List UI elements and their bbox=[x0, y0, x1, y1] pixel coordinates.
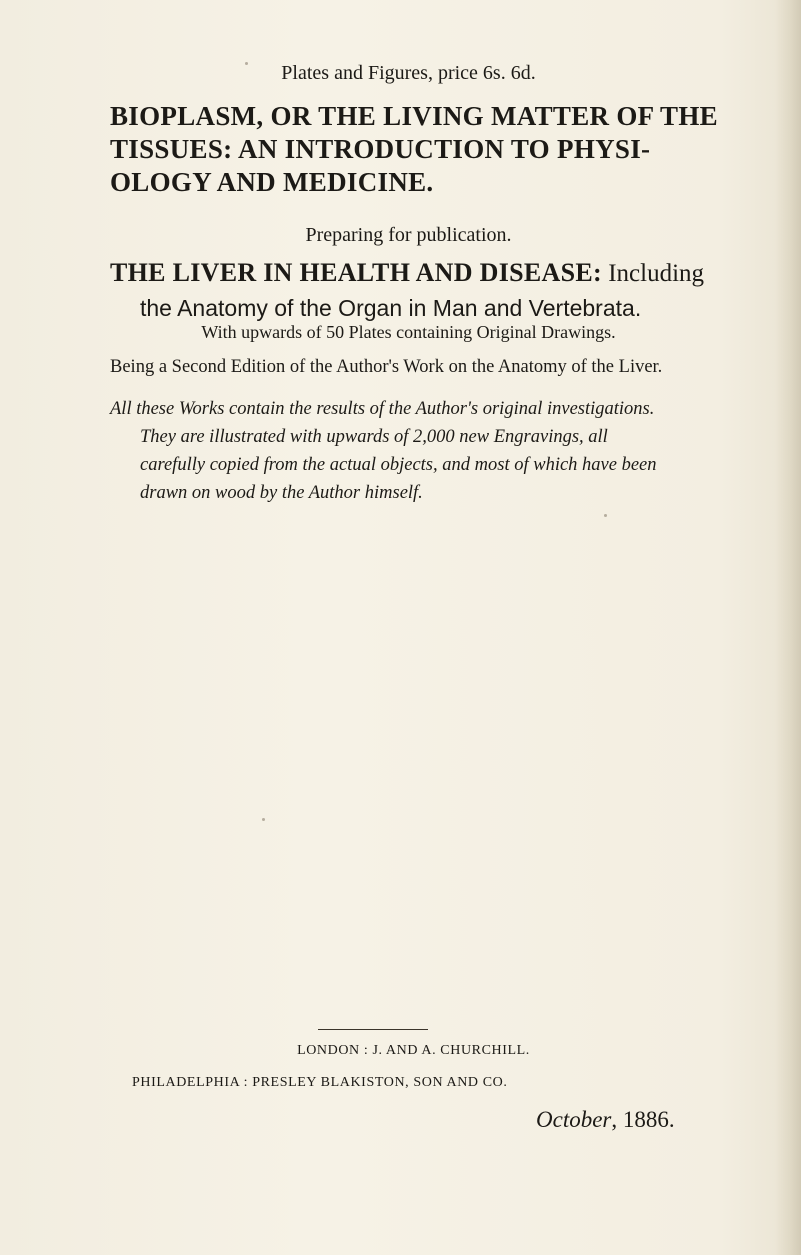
preparing-notice: Preparing for publication. bbox=[305, 224, 512, 246]
liver-title-caps: THE LIVER IN HEALTH AND DISEASE: bbox=[110, 258, 602, 287]
works-note-line-1: All these Works contain the results of the Author's original investigations. bbox=[110, 399, 655, 419]
liver-title bbox=[110, 256, 780, 325]
works-note-line-3: carefully copied from the actual objects, and most of which have been bbox=[140, 455, 657, 475]
publication-date bbox=[536, 1107, 776, 1133]
imprint-divider bbox=[318, 1029, 428, 1030]
bioplasm-title-line-3: OLOGY AND MEDICINE. bbox=[110, 167, 434, 197]
bioplasm-title bbox=[110, 100, 770, 199]
philadelphia-imprint: PHILADELPHIA : PRESLEY BLAKISTON, SON AND CO. bbox=[132, 1075, 508, 1090]
publication-year: , 1886. bbox=[611, 1107, 675, 1132]
london-imprint: LONDON : J. AND A. CHURCHILL. bbox=[297, 1043, 530, 1058]
works-note bbox=[110, 395, 770, 507]
paper-speck bbox=[262, 818, 265, 821]
liver-title-line-1 bbox=[110, 256, 780, 291]
price-line: Plates and Figures, price 6s. 6d. bbox=[281, 62, 536, 84]
publication-month: October bbox=[536, 1107, 612, 1132]
page-edge-shadow bbox=[775, 0, 801, 1255]
paper-speck bbox=[604, 514, 607, 517]
works-note-line-4: drawn on wood by the Author himself. bbox=[140, 483, 423, 503]
bioplasm-title-line-1: BIOPLASM, OR THE LIVING MATTER OF THE bbox=[110, 101, 718, 131]
plates-line: With upwards of 50 Plates containing Original Drawings. bbox=[201, 322, 616, 342]
paper-speck bbox=[245, 62, 248, 65]
edition-line: Being a Second Edition of the Author's Work on the Anatomy of the Liver. bbox=[110, 357, 663, 377]
bioplasm-title-line-2: TISSUES: AN INTRODUCTION TO PHYSI- bbox=[110, 134, 651, 164]
liver-title-line-2: the Anatomy of the Organ in Man and Vertebrata. bbox=[140, 295, 642, 321]
liver-title-rest: Including bbox=[601, 260, 705, 287]
works-note-line-2: They are illustrated with upwards of 2,000 new Engravings, all bbox=[140, 427, 608, 447]
